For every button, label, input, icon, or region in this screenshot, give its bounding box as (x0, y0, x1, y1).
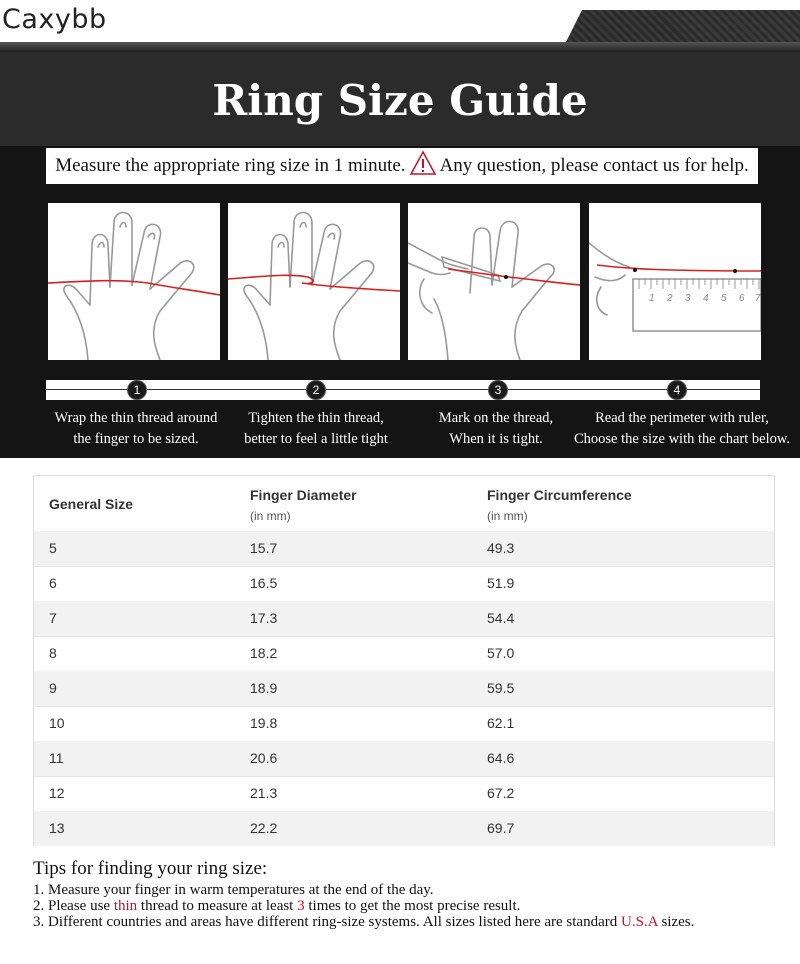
cell-size: 11 (49, 750, 64, 766)
step-caption-line: Tighten the thin thread, (248, 410, 384, 426)
step-caption-line: better to feel a little tight (244, 431, 388, 447)
header-circumference-unit: (in mm) (487, 509, 528, 523)
top-stripe (0, 42, 800, 52)
cell-diameter: 18.2 (250, 645, 278, 661)
tips-section (33, 858, 694, 930)
table-row (34, 671, 774, 707)
cell-diameter: 17.3 (250, 610, 278, 626)
step-2-illustration (228, 203, 400, 360)
table-row (34, 566, 774, 602)
ring-size-table (33, 475, 775, 846)
step-caption-line: Read the perimeter with ruler, (595, 410, 769, 426)
step-1-illustration (48, 203, 220, 360)
tip-2 (33, 898, 694, 914)
table-row (34, 531, 774, 567)
table-row (34, 741, 774, 777)
cell-circumference: 54.4 (487, 610, 515, 626)
tips-title: Tips for finding your ring size: (33, 858, 268, 879)
ruler-tick-label: 6 (739, 293, 745, 304)
step-number-4: 4 (667, 380, 687, 400)
step-caption-line: Wrap the thin thread around (54, 410, 218, 426)
header-finger-circumference: Finger Circumference (487, 487, 632, 503)
warning-icon (410, 151, 436, 181)
tip-2-highlight-thin: thin (113, 898, 138, 914)
cell-diameter: 20.6 (250, 750, 278, 766)
step-4-caption (572, 408, 792, 450)
step-number-3: 3 (488, 380, 508, 400)
table-row (34, 811, 774, 846)
ruler-tick-label: 3 (685, 293, 691, 304)
step-caption-line: the finger to be sized. (73, 431, 199, 447)
tip-3-text: 3. Different countries and areas have different ring-size systems. All sizes listed here are standard (33, 914, 621, 930)
step-4-illustration (589, 203, 761, 360)
table-row (34, 706, 774, 742)
cell-size: 13 (49, 820, 65, 836)
tip-2-text: times to get the most precise result. (304, 898, 521, 914)
tip-3-highlight-usa: U.S.A (621, 914, 658, 930)
ruler-icon (589, 203, 761, 360)
header-general-size: General Size (49, 496, 134, 512)
hand-icon (228, 203, 400, 360)
tip-3-text: sizes. (657, 914, 695, 930)
table-row (34, 636, 774, 672)
step-caption-line: When it is tight. (449, 431, 543, 447)
brand-logo: Caxybb (2, 4, 107, 35)
step-3-illustration (408, 203, 580, 360)
step-progress-bar (46, 380, 760, 400)
step-2-caption (226, 408, 406, 450)
cell-size: 5 (49, 540, 57, 556)
step-3-caption (406, 408, 586, 450)
cell-diameter: 22.2 (250, 820, 278, 836)
cell-circumference: 57.0 (487, 645, 515, 661)
cell-diameter: 18.9 (250, 680, 278, 696)
hand-with-pen-icon (408, 203, 580, 360)
cell-diameter: 16.5 (250, 575, 278, 591)
hand-icon (48, 203, 220, 360)
cell-circumference: 64.6 (487, 750, 515, 766)
step-caption-line: Mark on the thread, (438, 410, 554, 426)
cell-diameter: 21.3 (250, 785, 278, 801)
ruler-tick-label: 5 (721, 293, 727, 304)
table-row (34, 776, 774, 812)
table-row (34, 601, 774, 637)
tip-3 (33, 914, 694, 930)
cell-size: 8 (49, 645, 57, 661)
step-number-2: 2 (306, 380, 326, 400)
tip-2-text: 2. Please use (33, 898, 114, 914)
intro-text-before: Measure the appropriate ring size in 1 minute. (55, 155, 406, 176)
cell-size: 12 (49, 785, 65, 801)
step-caption-line: Choose the size with the chart below. (573, 431, 791, 447)
cell-size: 6 (49, 575, 57, 591)
table-header (34, 476, 774, 532)
tip-2-highlight-count: 3 (297, 898, 305, 914)
step-line (46, 389, 760, 390)
cell-size: 10 (49, 715, 65, 731)
cell-circumference: 59.5 (487, 680, 515, 696)
intro-text-after: Any question, please contact us for help. (439, 155, 749, 176)
top-bar (0, 0, 800, 58)
cell-circumference: 67.2 (487, 785, 515, 801)
ruler-tick-label: 7 (755, 293, 761, 304)
cell-size: 9 (49, 680, 57, 696)
page-title: Ring Size Guide (212, 76, 588, 125)
cell-circumference: 49.3 (487, 540, 515, 556)
header-diameter-unit: (in mm) (250, 509, 291, 523)
tip-2-text: thread to measure at least (137, 898, 298, 914)
intro-banner (46, 148, 758, 184)
ruler-tick-label: 1 (649, 293, 655, 304)
cell-size: 7 (49, 610, 57, 626)
cell-circumference: 51.9 (487, 575, 515, 591)
tip-1: 1. Measure your finger in warm temperatures at the end of the day. (33, 882, 434, 898)
cell-diameter: 19.8 (250, 715, 278, 731)
cell-circumference: 69.7 (487, 820, 515, 836)
ruler-tick-label: 2 (667, 293, 673, 304)
step-number-1: 1 (127, 380, 147, 400)
cell-diameter: 15.7 (250, 540, 278, 556)
step-1-caption (46, 408, 226, 450)
ruler-tick-label: 4 (703, 293, 709, 304)
cell-circumference: 62.1 (487, 715, 515, 731)
header-finger-diameter: Finger Diameter (250, 487, 357, 503)
